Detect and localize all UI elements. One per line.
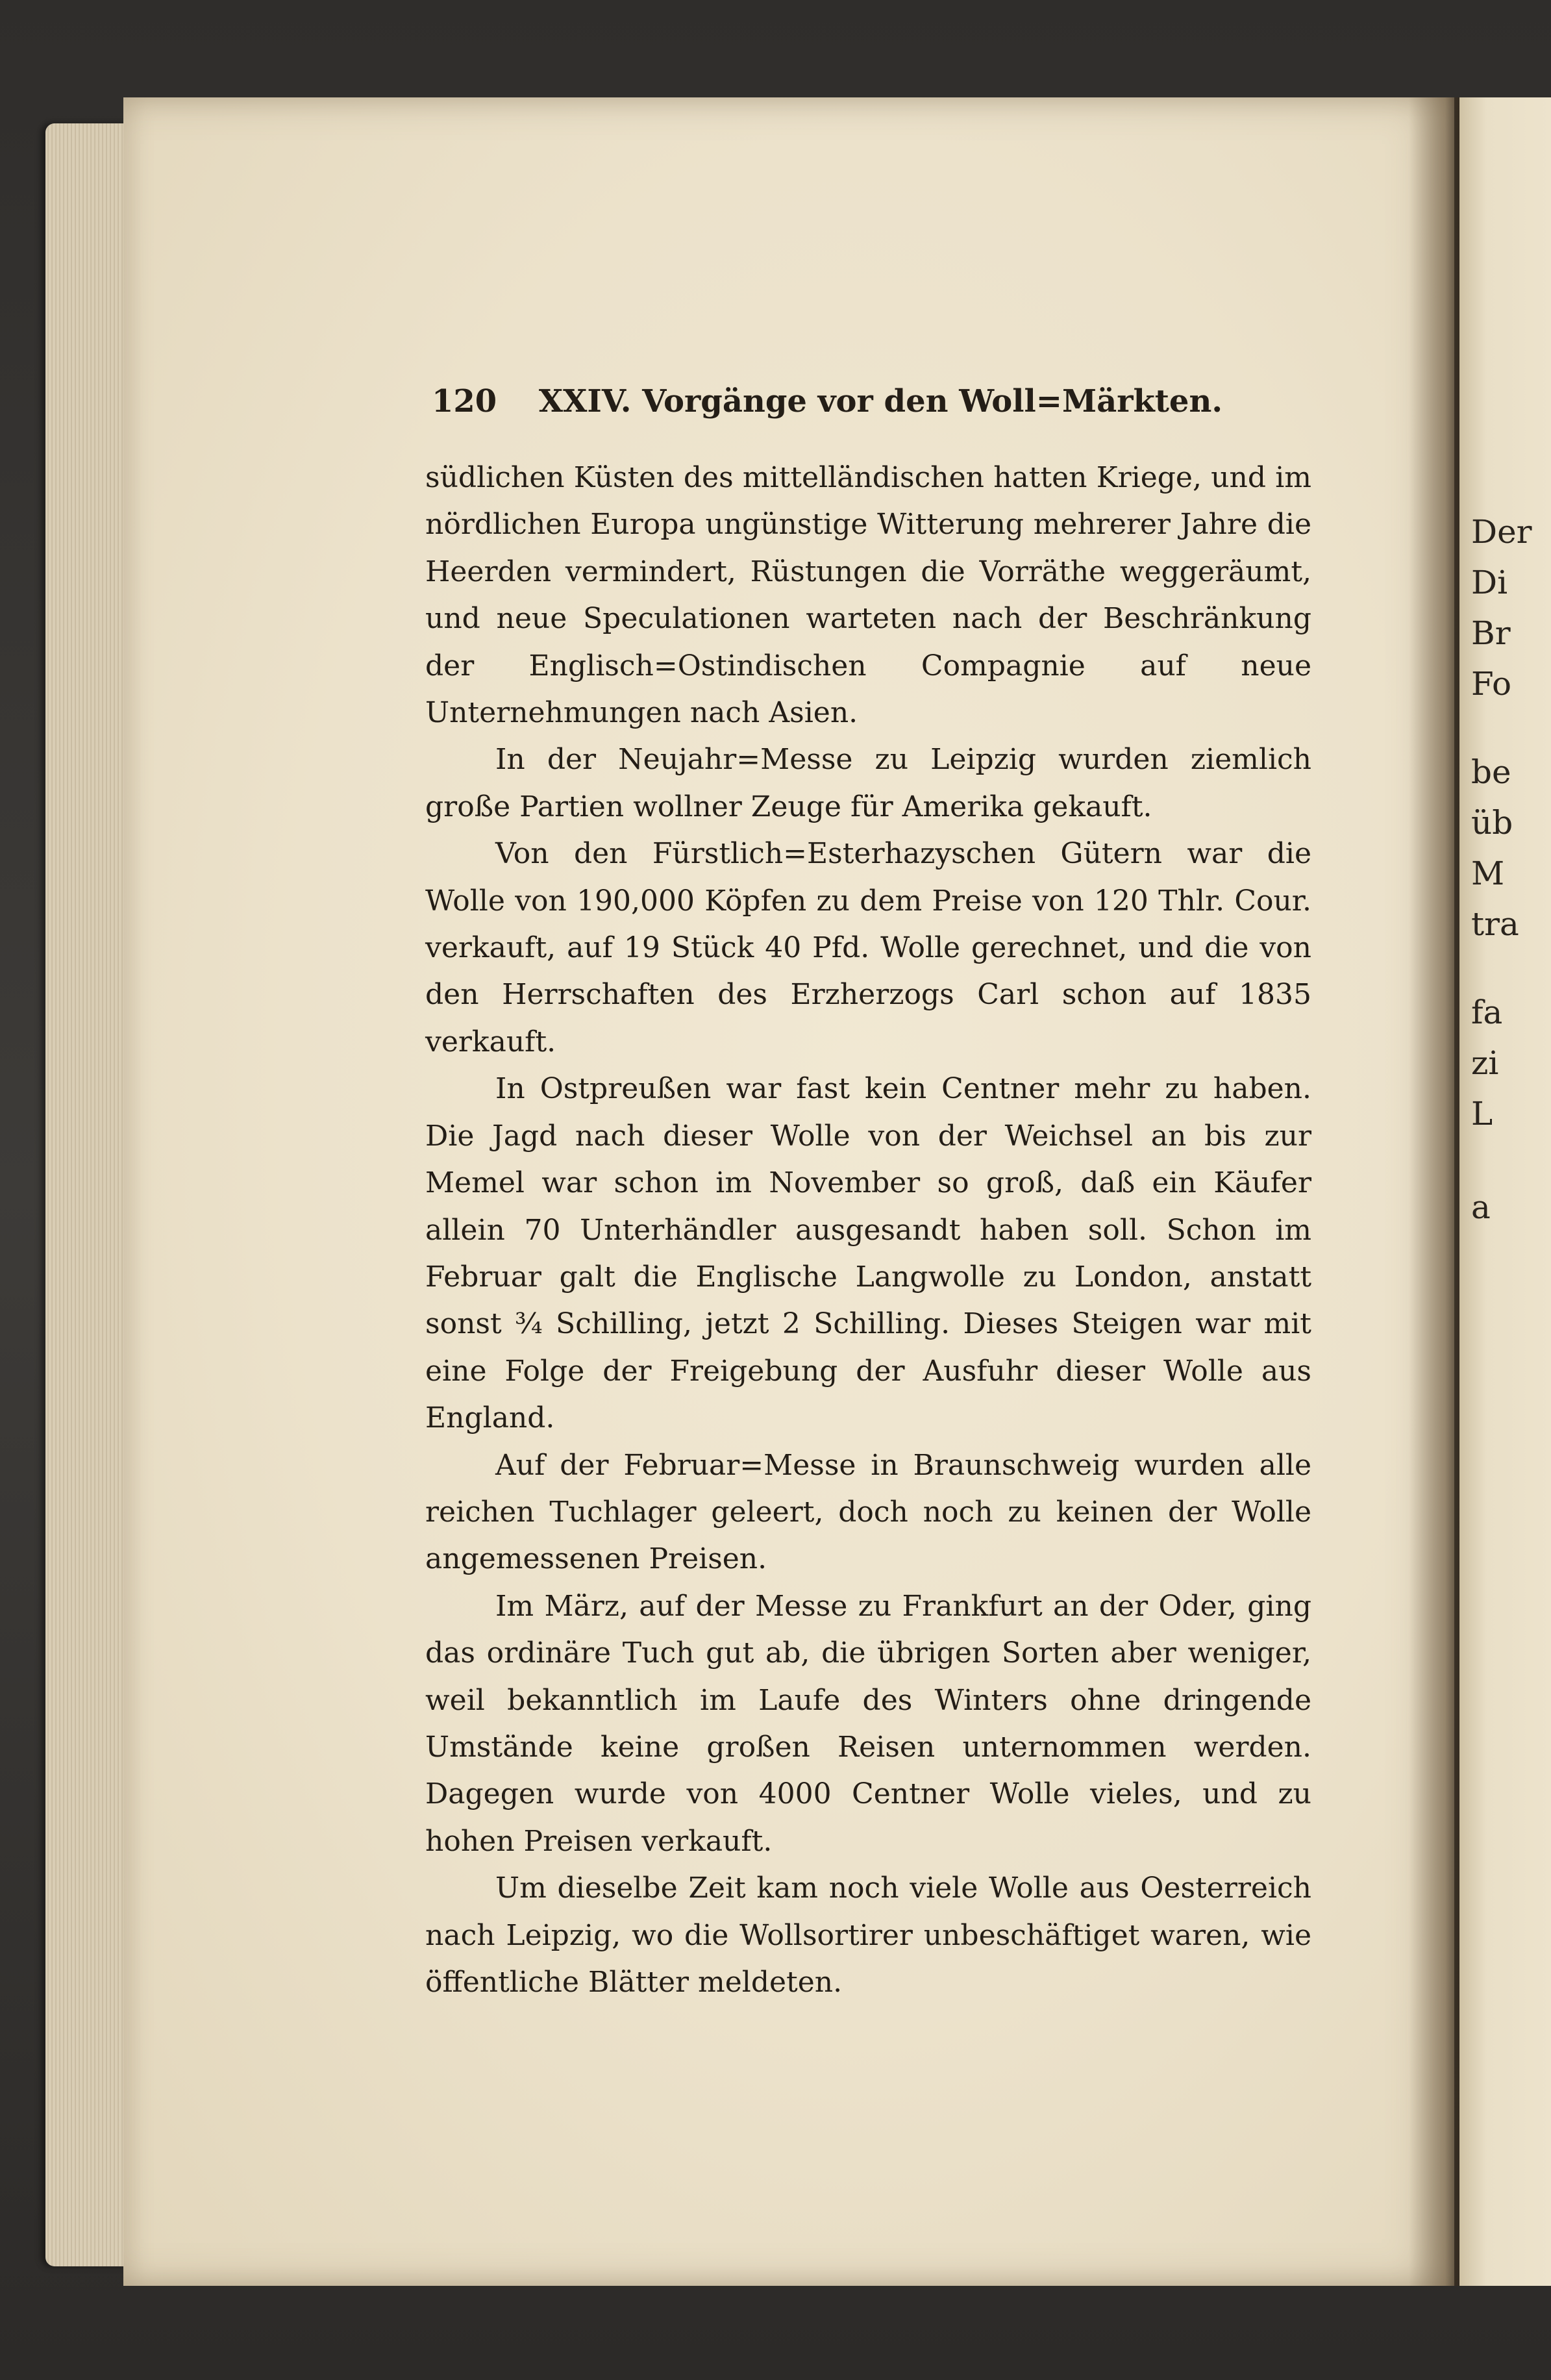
next-page-fragment: be	[1471, 753, 1511, 791]
next-page-fragment: M	[1471, 855, 1505, 892]
next-page-fragment: Br	[1471, 614, 1511, 652]
body-text	[425, 455, 1311, 2006]
next-page-fragment: fa	[1471, 994, 1503, 1031]
next-page-fragment: tra	[1471, 905, 1519, 943]
page-header	[432, 383, 1328, 429]
paragraph: Auf der Februar=Messe in Braunschweig wurden alle reichen Tuchlager geleert, doch noch zu keinen der Wolle angemessenen Preisen.	[425, 1448, 1311, 1576]
next-page-fragment: üb	[1471, 804, 1513, 842]
paragraph: In der Neujahr=Messe zu Leipzig wurden ziemlich große Partien wollner Zeuge für Amerika gekauft.	[425, 743, 1311, 823]
next-page-fragment: Di	[1471, 564, 1508, 601]
right-page-edge	[1459, 97, 1551, 2286]
paragraph: südlichen Küsten des mittelländischen hatten Kriege, und im nördlichen Europa ungünstige Witterung mehrerer Jahre die Heerden vermindert, Rüstungen die Vorräthe weggeräumt, und neue Speculationen warteten nach der Beschränkung der Englisch=Ostindischen Compagnie auf neue Unternehmungen nach Asien.	[425, 461, 1311, 730]
next-page-fragment: a	[1471, 1188, 1491, 1226]
next-page-fragment: Fo	[1471, 665, 1512, 703]
gutter-shadow	[1409, 97, 1461, 2286]
next-page-fragment: zi	[1471, 1044, 1499, 1082]
next-page-fragment: L	[1471, 1095, 1493, 1133]
page-number: 120	[432, 383, 497, 420]
paragraph: Im März, auf der Messe zu Frankfurt an der Oder, ging das ordinäre Tuch gut ab, die übrigen Sorten aber weniger, weil bekanntlich im Laufe des Winters ohne dringende Umstände keine großen Reisen unternommen werden. Dagegen wurde von 4000 Centner Wolle vieles, und zu hohen Preisen verkauft.	[425, 1589, 1311, 1858]
running-title: XXIV. Vorgänge vor den Woll=Märkten.	[538, 383, 1223, 420]
paragraph: In Ostpreußen war fast kein Centner mehr zu haben. Die Jagd nach dieser Wolle von der Weichsel an bis zur Memel war schon im November so groß, daß ein Käufer allein 70 Unterhändler ausgesandt haben soll. Schon im Februar galt die Englische Langwolle zu London, anstatt sonst ¾ Schilling, jetzt 2 Schilling. Dieses Steigen war mit eine Folge der Freigebung der Ausfuhr dieser Wolle aus England.	[425, 1072, 1311, 1435]
paragraph: Von den Fürstlich=Esterhazyschen Gütern war die Wolle von 190,000 Köpfen zu dem Preise von 120 Thlr. Cour. verkauft, auf 19 Stück 40 Pfd. Wolle gerechnet, und die von den Herrschaften des Erzherzogs Carl schon auf 1835 verkauft.	[425, 837, 1311, 1058]
next-page-fragment: Der	[1471, 513, 1532, 551]
paragraph: Um dieselbe Zeit kam noch viele Wolle aus Oesterreich nach Leipzig, wo die Wollsortirer unbeschäftiget waren, wie öffentliche Blätter meldeten.	[425, 1872, 1311, 1999]
